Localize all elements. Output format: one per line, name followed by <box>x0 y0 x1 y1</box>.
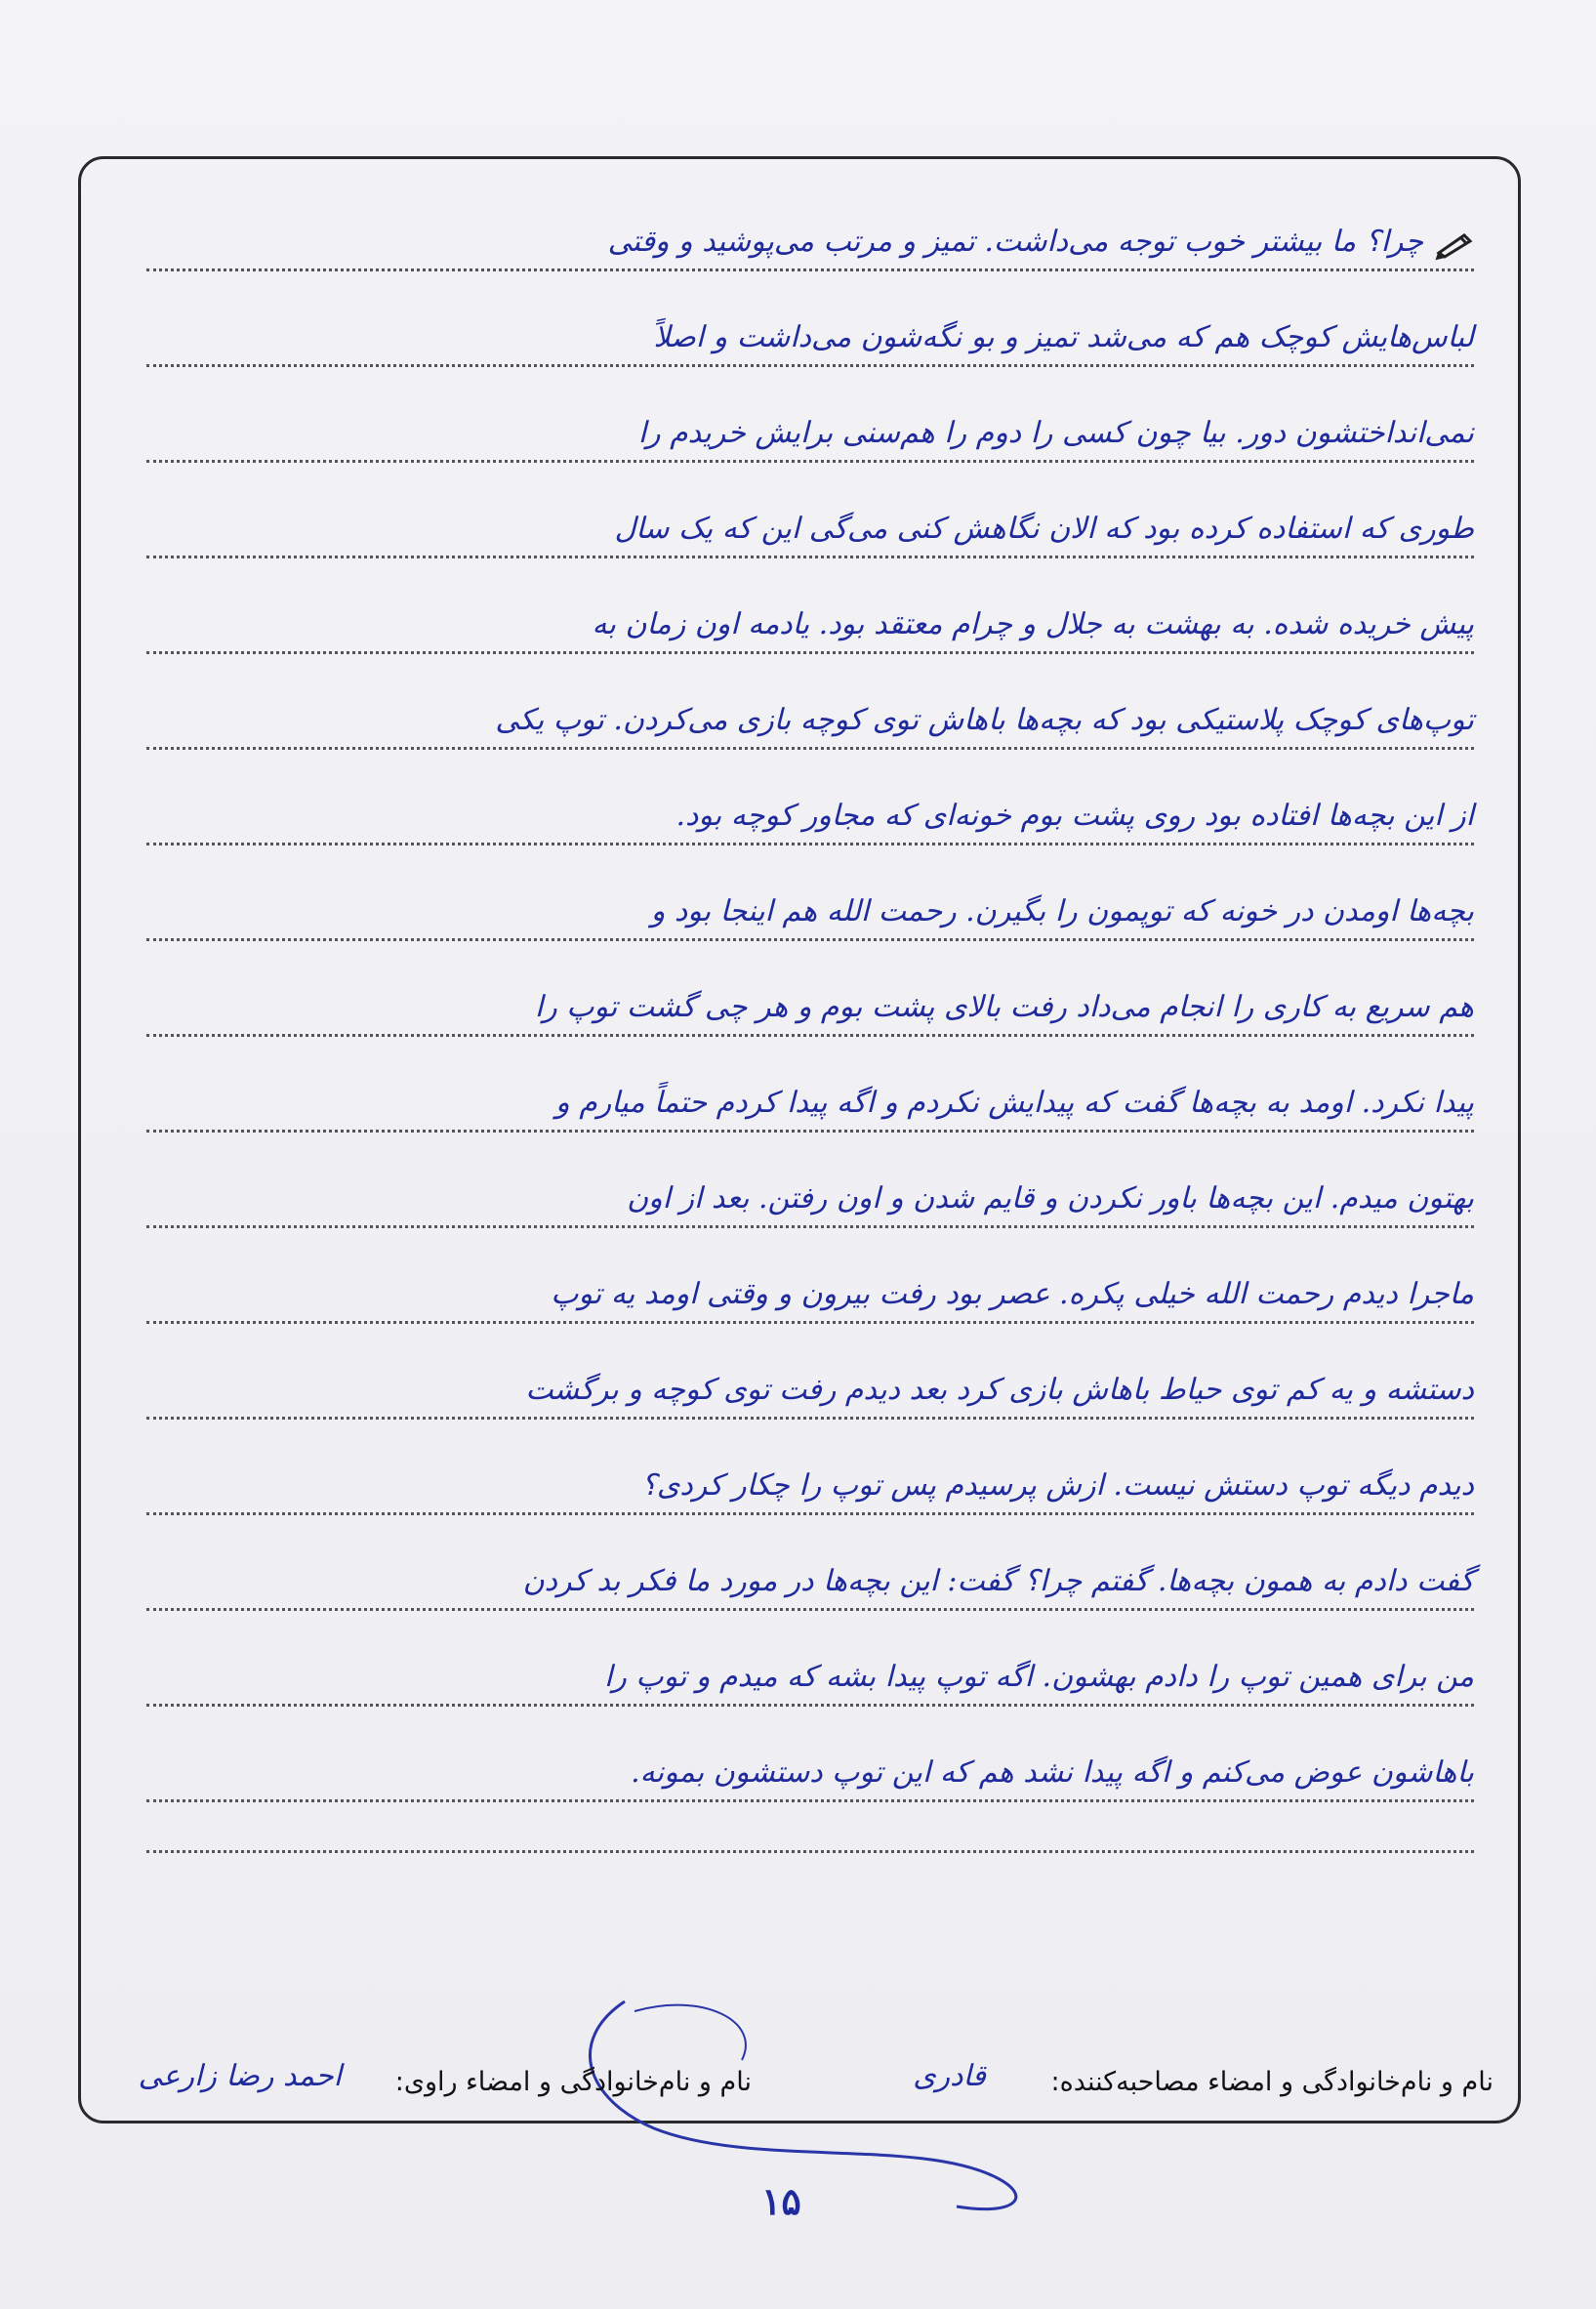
line-text: نمی‌انداختشون دور. بیا چون کسی را دوم را هم‌سنی برایش خریدم را <box>637 416 1474 450</box>
line-text: از این بچه‌ها افتاده بود روی پشت بوم خونه‌ای که مجاور کوچه بود. <box>675 799 1474 833</box>
line-text: لباس‌هایش کوچک هم که می‌شد تمیز و بو نگه‌شون می‌داشت و اصلاً <box>653 320 1474 354</box>
line-text: توپ‌های کوچک پلاستیکی بود که بچه‌ها باهاش توی کوچه بازی می‌کردن. توپ یکی <box>495 703 1474 737</box>
line-text: دستشه و یه کم توی حیاط باهاش بازی کرد بعد دیدم رفت توی کوچه و برگشت <box>525 1373 1474 1407</box>
text-line <box>146 1324 1474 1420</box>
text-line <box>146 367 1474 463</box>
text-line <box>146 1420 1474 1515</box>
signature-footer <box>107 2031 1494 2109</box>
text-line <box>146 1037 1474 1133</box>
line-text: پیش خریده شده. به بهشت به جلال و چرام معتقد بود. یادمه اون زمان به <box>592 607 1474 641</box>
line-text: چرا؟ ما بیشتر خوب توجه می‌داشت. تمیز و مرتب می‌پوشید و وقتی <box>607 225 1423 259</box>
pen-icon <box>1435 227 1474 261</box>
text-line <box>146 558 1474 654</box>
text-line <box>146 463 1474 558</box>
text-line <box>146 176 1474 271</box>
line-text: پیدا نکرد. اومد به بچه‌ها گفت که پیدایش نکردم و اگه پیدا کردم حتماً میارم و <box>555 1086 1474 1120</box>
text-line <box>146 1707 1474 1802</box>
narrator-signature: احمد رضا زارعی <box>138 2059 342 2093</box>
line-text: هم سریع به کاری را انجام می‌داد رفت بالای پشت بوم و هر چی گشت توپ را <box>534 990 1474 1024</box>
narrator-label: نام و نام‌خانوادگی و امضاء راوی: <box>394 2067 752 2097</box>
text-line <box>146 941 1474 1037</box>
line-text: بچه‌ها اومدن در خونه که توپمون را بگیرن. رحمت الله هم اینجا بود و <box>650 894 1474 928</box>
interviewer-signature: قادری <box>913 2059 986 2093</box>
line-text: بهتون میدم. این بچه‌ها باور نکردن و قایم شدن و اون رفتن. بعد از اون <box>627 1181 1474 1216</box>
line-text: طوری که استفاده کرده بود که الان نگاهش کنی می‌گی این که یک سال <box>614 512 1474 546</box>
line-text: ماجرا دیدم رحمت الله خیلی پکره. عصر بود رفت بیرون و وقتی اومد یه توپ <box>551 1277 1474 1311</box>
text-line <box>146 1515 1474 1611</box>
interviewer-label: نام و نام‌خانوادگی و امضاء مصاحبه‌کننده: <box>1050 2067 1494 2097</box>
text-line <box>146 845 1474 941</box>
text-line <box>146 654 1474 750</box>
line-text: من برای همین توپ را دادم بهشون. اگه توپ پیدا بشه که میدم و توپ را <box>604 1660 1474 1694</box>
handwritten-text-area <box>146 176 1474 1853</box>
text-line <box>146 1228 1474 1324</box>
line-text: دیدم دیگه توپ دستش نیست. ازش پرسیدم پس توپ را چکار کردی؟ <box>640 1468 1474 1503</box>
page-number: ۱۵ <box>761 2179 801 2223</box>
line-text: گفت دادم به همون بچه‌ها. گفتم چرا؟ گفت: این بچه‌ها در مورد ما فکر بد کردن <box>522 1564 1474 1598</box>
text-line <box>146 750 1474 845</box>
text-line <box>146 1611 1474 1707</box>
text-line <box>146 271 1474 367</box>
empty-line <box>146 1802 1474 1853</box>
line-text: باهاشون عوض می‌کنم و اگه پیدا نشد هم که این توپ دستشون بمونه. <box>631 1755 1474 1790</box>
text-line <box>146 1133 1474 1228</box>
